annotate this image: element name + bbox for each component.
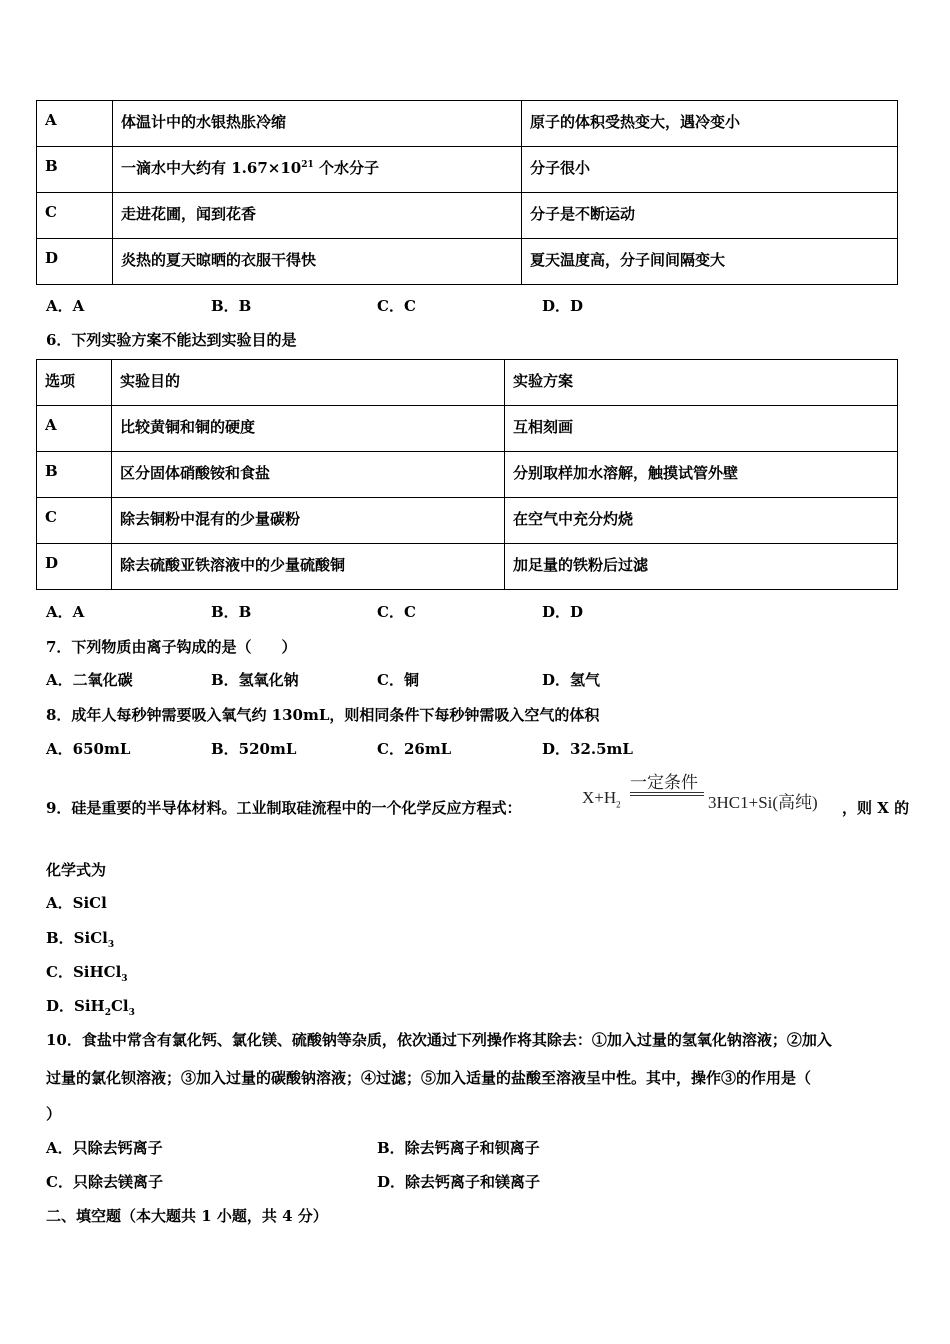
answer-option-a[interactable]: A．SiCl bbox=[46, 894, 107, 912]
answer-option-b[interactable]: B．B bbox=[211, 603, 252, 621]
answer-option-a[interactable]: A．650mL bbox=[46, 740, 131, 758]
cell-goal: 除去硫酸亚铁溶液中的少量硫酸铜 bbox=[112, 544, 505, 590]
answer-option-c[interactable]: C．只除去镁离子 bbox=[46, 1173, 163, 1191]
cell-fact: 体温计中的水银热胀冷缩 bbox=[113, 101, 522, 147]
answer-option-b[interactable]: B．氢氧化钠 bbox=[211, 671, 299, 689]
answer-option-c[interactable] bbox=[46, 961, 128, 984]
answer-option-b[interactable]: B．除去钙离子和钡离子 bbox=[377, 1139, 540, 1157]
answer-option-d[interactable] bbox=[46, 995, 135, 1018]
cell-explanation: 分子是不断运动 bbox=[522, 193, 898, 239]
cell-option: D bbox=[37, 544, 112, 590]
table-row bbox=[37, 406, 898, 452]
answer-option-c[interactable]: C．26mL bbox=[377, 740, 452, 758]
cell-fact: 炎热的夏天晾晒的衣服干得快 bbox=[113, 239, 522, 285]
table-header-row bbox=[37, 360, 898, 406]
answer-option-c[interactable]: C．C bbox=[377, 603, 416, 621]
cell-plan: 分别取样加水溶解，触摸试管外壁 bbox=[505, 452, 898, 498]
option-subscript: 3 bbox=[128, 1008, 135, 1018]
cell-explanation: 分子很小 bbox=[522, 147, 898, 193]
equation-bar bbox=[630, 795, 704, 796]
cell-goal: 除去铜粉中混有的少量碳粉 bbox=[112, 498, 505, 544]
cell-option: D bbox=[37, 239, 113, 285]
table-row bbox=[37, 544, 898, 590]
answer-option-c[interactable]: C．铜 bbox=[377, 671, 419, 689]
cell-plan: 互相刻画 bbox=[505, 406, 898, 452]
q9-stem-cont: 化学式为 bbox=[46, 861, 107, 879]
option-text: C．SiHCl bbox=[46, 963, 122, 981]
cell-option: B bbox=[37, 452, 112, 498]
answer-option-c[interactable]: C．C bbox=[377, 297, 416, 315]
fact-text: 一滴水中大约有 1.67×10 bbox=[121, 159, 302, 177]
q9-stem: 9．硅是重要的半导体材料。工业制取硅流程中的一个化学反应方程式： bbox=[46, 799, 522, 817]
equation-condition: 一定条件 bbox=[630, 773, 698, 792]
option-text: D．SiH bbox=[46, 997, 105, 1015]
cell-option: C bbox=[37, 193, 113, 239]
q10-stem-line3: ） bbox=[46, 1105, 62, 1123]
answer-option-a[interactable]: A．A bbox=[46, 603, 85, 621]
table-row bbox=[37, 101, 898, 147]
cell-fact: 走进花圃，闻到花香 bbox=[113, 193, 522, 239]
answer-option-d[interactable]: D．除去钙离子和镁离子 bbox=[377, 1173, 541, 1191]
fact-text-tail: 个水分子 bbox=[313, 159, 379, 177]
equation-products: 3HC1+Si(高纯) bbox=[708, 793, 818, 812]
cell-goal: 区分固体硝酸铵和食盐 bbox=[112, 452, 505, 498]
option-subscript: 3 bbox=[121, 974, 128, 984]
table-row bbox=[37, 498, 898, 544]
answer-option-a[interactable]: A．二氧化碳 bbox=[46, 671, 133, 689]
reactants-text: X+H bbox=[582, 788, 617, 807]
cell-plan: 加足量的铁粉后过滤 bbox=[505, 544, 898, 590]
chemical-equation bbox=[582, 768, 842, 818]
table-row bbox=[37, 193, 898, 239]
table-row bbox=[37, 452, 898, 498]
answer-option-b[interactable] bbox=[46, 927, 114, 950]
cell-explanation: 原子的体积受热变大，遇冷变小 bbox=[522, 101, 898, 147]
answer-option-d[interactable]: D．D bbox=[542, 603, 584, 621]
answer-option-a[interactable]: A．A bbox=[46, 297, 85, 315]
equation-bar bbox=[630, 792, 704, 793]
cell-fact bbox=[113, 147, 522, 193]
header-plan: 实验方案 bbox=[505, 360, 898, 406]
option-subscript: 3 bbox=[107, 940, 115, 950]
answer-option-d[interactable]: D．32.5mL bbox=[542, 740, 633, 758]
option-text: Cl bbox=[110, 997, 129, 1015]
cell-option: A bbox=[37, 101, 113, 147]
q9-stem-tail: ，则 X 的 bbox=[842, 799, 910, 817]
q10-stem-line1: 10．食盐中常含有氯化钙、氯化镁、硫酸钠等杂质，依次通过下列操作将其除去：①加入过量的氢氧化钠溶液；②加入 bbox=[46, 1031, 832, 1049]
table-row bbox=[37, 147, 898, 193]
cell-plan: 在空气中充分灼烧 bbox=[505, 498, 898, 544]
answer-option-b[interactable]: B．520mL bbox=[211, 740, 297, 758]
reactants-subscript: 2 bbox=[616, 799, 621, 810]
cell-goal: 比较黄铜和铜的硬度 bbox=[112, 406, 505, 452]
table-q6 bbox=[36, 359, 898, 590]
cell-explanation: 夏天温度高，分子间间隔变大 bbox=[522, 239, 898, 285]
table-q5 bbox=[36, 100, 898, 285]
cell-option: B bbox=[37, 147, 113, 193]
answer-option-d[interactable]: D．D bbox=[542, 297, 584, 315]
fact-exponent: 21 bbox=[301, 160, 314, 170]
equation-reactants bbox=[582, 788, 621, 809]
header-option: 选项 bbox=[37, 360, 112, 406]
option-subscript: 2 bbox=[104, 1008, 111, 1018]
q7-stem: 7．下列物质由离子钩成的是（ ） bbox=[46, 638, 297, 656]
option-text: B．SiCl bbox=[46, 929, 108, 947]
cell-option: A bbox=[37, 406, 112, 452]
cell-option: C bbox=[37, 498, 112, 544]
q10-stem-line2: 过量的氯化钡溶液；③加入过量的碳酸钠溶液；④过滤；⑤加入适量的盐酸至溶液呈中性。其中，操作③的作用是（ bbox=[46, 1069, 812, 1087]
answer-option-a[interactable]: A．只除去钙离子 bbox=[46, 1139, 163, 1157]
header-goal: 实验目的 bbox=[112, 360, 505, 406]
q8-stem: 8．成年人每秒钟需要吸入氧气约 130mL，则相同条件下每秒钟需吸入空气的体积 bbox=[46, 706, 600, 724]
section-heading: 二、填空题（本大题共 1 小题，共 4 分） bbox=[46, 1207, 328, 1225]
answer-option-d[interactable]: D．氢气 bbox=[542, 671, 601, 689]
answer-option-b[interactable]: B．B bbox=[211, 297, 252, 315]
q6-stem: 6．下列实验方案不能达到实验目的是 bbox=[46, 331, 297, 349]
table-row bbox=[37, 239, 898, 285]
